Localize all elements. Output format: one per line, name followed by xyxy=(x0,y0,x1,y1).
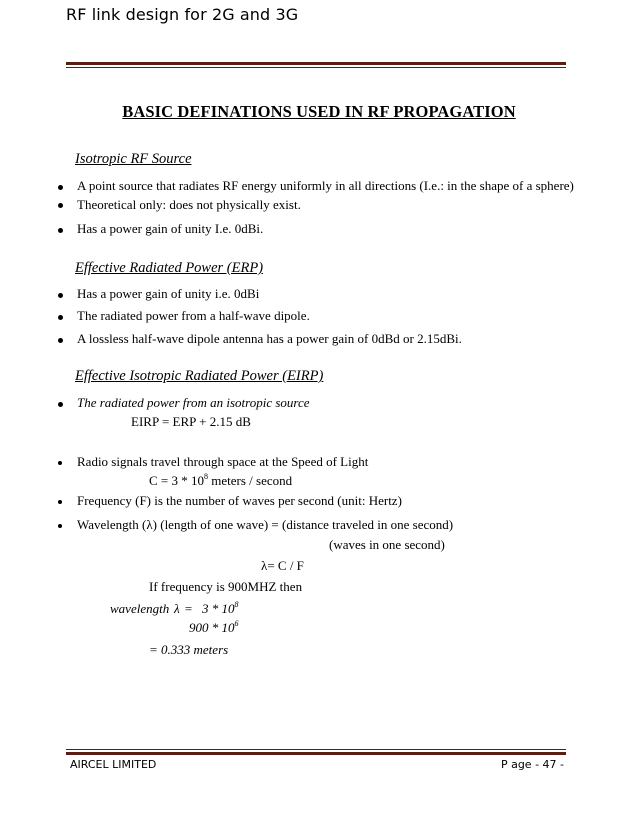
list-item: Has a power gain of unity I.e. 0dBi. xyxy=(77,221,264,236)
bullet-icon xyxy=(58,461,62,465)
footer-page-number: P age - 47 - xyxy=(500,758,564,771)
calc-equals: = xyxy=(184,601,193,616)
calc-numerator-base: 3 * 10 xyxy=(202,601,235,616)
bullet-icon xyxy=(58,524,62,528)
c-formula-exponent: 8 xyxy=(204,472,209,481)
page-title: BASIC DEFINATIONS USED IN RF PROPAGATION xyxy=(122,102,516,121)
erp-heading: Effective Radiated Power (ERP) xyxy=(75,260,264,276)
list-item: A lossless half-wave dipole antenna has a power gain of 0dBd or 2.15dBi. xyxy=(77,331,462,346)
calc-denominator-exponent: 6 xyxy=(234,619,239,628)
waves-in-second-text: (waves in one second) xyxy=(329,537,445,552)
footer-rule-thin xyxy=(66,749,566,750)
c-formula-suffix: meters / second xyxy=(208,473,293,488)
bullet-icon xyxy=(58,293,63,298)
bullet-icon xyxy=(58,402,63,407)
eirp-formula: EIRP = ERP + 2.15 dB xyxy=(131,414,251,429)
list-item: The radiated power from a half-wave dipole. xyxy=(77,308,310,323)
calc-numerator xyxy=(202,601,239,617)
calc-result: = 0.333 meters xyxy=(149,642,229,657)
list-item: The radiated power from an isotropic source xyxy=(77,395,310,410)
c-formula xyxy=(149,473,292,489)
lambda-symbol: λ xyxy=(261,558,268,573)
isotropic-heading: Isotropic RF Source xyxy=(75,151,192,167)
calc-denominator-base: 900 * 10 xyxy=(189,620,235,635)
c-formula-prefix: C = 3 * 10 xyxy=(149,473,205,488)
wavelength-calc-label: wavelength xyxy=(110,601,170,616)
calc-lambda-symbol: λ xyxy=(174,601,180,616)
if-frequency-text: If frequency is 900MHZ then xyxy=(149,579,303,594)
bullet-icon xyxy=(58,338,63,343)
bullet-icon xyxy=(58,315,63,320)
wavelength-suffix: ) (length of one wave) = (distance traveled in one second) xyxy=(152,517,454,532)
bullet-icon xyxy=(58,228,63,233)
lambda-symbol: λ xyxy=(146,517,153,532)
speed-of-light-text: Radio signals travel through space at the Speed of Light xyxy=(77,454,369,469)
list-item: Theoretical only: does not physically exist. xyxy=(77,197,301,212)
lambda-formula-rhs: = C / F xyxy=(267,558,304,573)
header-rule-thin xyxy=(66,67,566,68)
eirp-heading: Effective Isotropic Radiated Power (EIRP) xyxy=(75,368,324,384)
frequency-text: Frequency (F) is the number of waves per second (unit: Hertz) xyxy=(77,493,402,508)
footer-company: AIRCEL LIMITED xyxy=(70,758,157,771)
wavelength-prefix: Wavelength ( xyxy=(77,517,147,532)
footer-rule xyxy=(66,752,566,755)
list-item: A point source that radiates RF energy uniformly in all directions (I.e.: in the shape of a sphere) xyxy=(77,178,574,193)
bullet-icon xyxy=(58,203,63,208)
calc-denominator xyxy=(189,620,239,636)
list-item: Has a power gain of unity i.e. 0dBi xyxy=(77,286,260,301)
bullet-icon xyxy=(58,185,63,190)
bullet-icon xyxy=(58,500,62,504)
page-header-title: RF link design for 2G and 3G xyxy=(66,5,299,24)
lambda-formula xyxy=(261,558,304,574)
calc-numerator-exponent: 8 xyxy=(234,600,239,609)
header-rule xyxy=(66,62,566,65)
wavelength-text xyxy=(77,517,453,533)
